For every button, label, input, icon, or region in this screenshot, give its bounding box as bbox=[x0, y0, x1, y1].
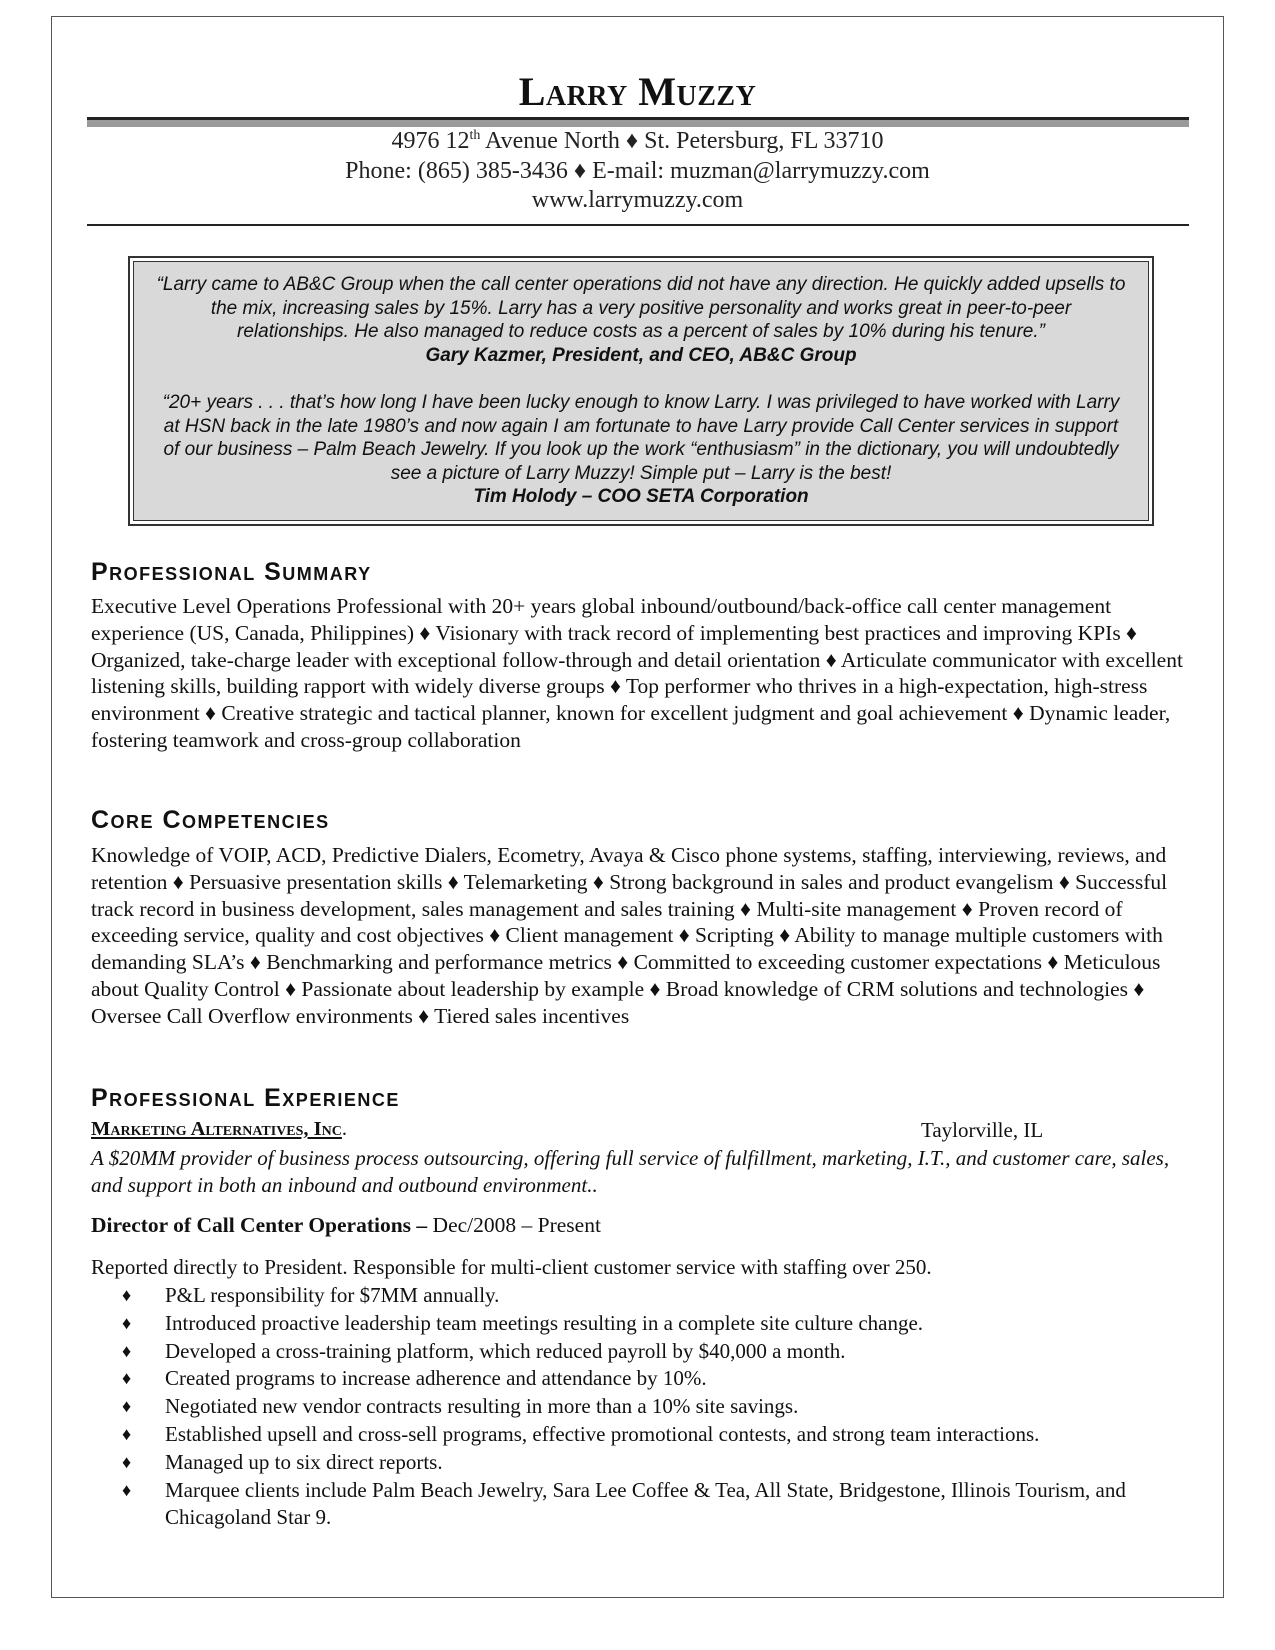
phone-email-line: Phone: (865) 385-3436 ♦ E-mail: muzman@larrymuzzy.com bbox=[345, 158, 930, 184]
list-item: ♦ Negotiated new vendor contracts resulting in more than a 10% site savings. bbox=[91, 1393, 1141, 1421]
header-rule bbox=[87, 117, 1189, 127]
website-link[interactable]: www.larrymuzzy.com bbox=[531, 187, 744, 213]
candidate-name: Larry Muzzy bbox=[518, 69, 757, 114]
testimonial-content bbox=[133, 261, 1149, 521]
testimonial-quote-2: “20+ years . . . that’s how long I have been lucky enough to know Larry. I was privileged to have worked with Larry at HSN back in the late 1980’s and now again I am fortunate to have Larry provide Call Center services in support of our business – Palm Beach Jewelry. If you look up the work “enthusiasm” in the dictionary, you will undoubtedly see a picture of Larry Muzzy! Simple put – Larry is the best! bbox=[162, 392, 1120, 484]
summary-text: Executive Level Operations Professional with 20+ years global inbound/outbound/back-office call center management experience (US, Canada, Philippines) ♦ Visionary with track record of implementing best practices and improving KPIs ♦ Organized, take-charge leader with exceptional follow-through and detail orientation ♦ Articulate communicator with excellent listening skills, building rapport with widely diverse groups ♦ Top performer who thrives in a high-expectation, high-stress environment ♦ Creative strategic and tactical planner, known for excellent judgment and goal achievement ♦ Dynamic leader, fostering teamwork and cross-group collaboration bbox=[91, 594, 1183, 752]
diamond-bullet-icon: ♦ bbox=[122, 1312, 132, 1333]
job-title-line bbox=[91, 1213, 601, 1238]
job-intro: Reported directly to President. Responsible for multi-client customer service with staffing over 250. bbox=[91, 1255, 932, 1279]
list-item: ♦ Marquee clients include Palm Beach Jewelry, Sara Lee Coffee & Tea, All State, Bridgestone, Illinois Tourism, and Chicagoland Star 9. bbox=[122, 1477, 1126, 1530]
diamond-bullet-icon: ♦ bbox=[122, 1340, 132, 1361]
company-suffix: . bbox=[341, 1118, 347, 1140]
diamond-bullet-icon: ♦ bbox=[122, 1451, 132, 1472]
list-item: ♦ Introduced proactive leadership team meetings resulting in a complete site culture change. bbox=[91, 1310, 1141, 1338]
testimonial-author-2: Tim Holody – COO SETA Corporation bbox=[473, 486, 809, 507]
company-location: Taylorville, IL bbox=[921, 1118, 1044, 1142]
list-item: ♦ P&L responsibility for $7MM annually. bbox=[91, 1282, 1141, 1310]
list-item: ♦ Created programs to increase adherence and attendance by 10%. bbox=[91, 1365, 1141, 1393]
competencies-text: Knowledge of VOIP, ACD, Predictive Dialers, Ecometry, Avaya & Cisco phone systems, staffing, interviewing, reviews, and retention ♦ Persuasive presentation skills ♦ Telemarketing ♦ Strong background in sales and product evangelism ♦ Successful track record in business development, sales management and sales training ♦ Multi-site management ♦ Proven record of exceeding service, quality and cost objectives ♦ Client management ♦ Scripting ♦ Ability to manage multiple customers with demanding SLA’s ♦ Benchmarking and performance metrics ♦ Committed to exceeding customer expectations ♦ Meticulous about Quality Control ♦ Passionate about leadership by example ♦ Broad knowledge of CRM solutions and technologies ♦ Oversee Call Overflow environments ♦ Tiered sales incentives bbox=[91, 843, 1168, 1028]
contact-rule bbox=[87, 224, 1189, 226]
list-item: ♦ Managed up to six direct reports. bbox=[91, 1449, 1141, 1477]
testimonial-author-1: Gary Kazmer, President, and CEO, AB&C Group bbox=[425, 344, 857, 366]
diamond-bullet-icon: ♦ bbox=[122, 1285, 132, 1305]
achievement-list bbox=[91, 1282, 1141, 1532]
diamond-bullet-icon: ♦ bbox=[122, 1368, 132, 1389]
testimonial-box bbox=[128, 256, 1154, 526]
address-line bbox=[0, 128, 1275, 155]
testimonial-quote-1: “Larry came to AB&C Group when the call center operations did not have any direction. He quickly added upsells to the mix, increasing sales by 15%. Larry has a very positive personality and works great in peer-to-peer relationships. He also managed to reduce costs as a percent of sales by 10% during his tenure.” bbox=[156, 274, 1126, 342]
list-item: ♦ Developed a cross-training platform, which reduced payroll by $40,000 a month. bbox=[91, 1338, 1141, 1366]
diamond-bullet-icon: ♦ bbox=[122, 1479, 132, 1500]
experience-heading: Professional Experience bbox=[91, 1084, 400, 1112]
competencies-heading: Core Competencies bbox=[91, 806, 330, 834]
diamond-bullet-icon: ♦ bbox=[122, 1396, 132, 1417]
company-name: Marketing Alternatives, Inc bbox=[91, 1118, 342, 1140]
address-rest: Avenue North ♦ St. Petersburg, FL 33710 bbox=[480, 128, 884, 154]
diamond-bullet-icon: ♦ bbox=[122, 1423, 132, 1444]
job-title: Director of Call Center Operations – bbox=[91, 1213, 428, 1237]
company-description: A $20MM provider of business process outsourcing, offering full service of fulfillment, marketing, I.T., and customer care, sales, and support in both an inbound and outbound environment.. bbox=[91, 1146, 1170, 1197]
address-ordinal: th bbox=[469, 128, 481, 143]
company-row bbox=[91, 1118, 347, 1141]
summary-heading: Professional Summary bbox=[91, 558, 372, 586]
job-dates: Dec/2008 – Present bbox=[427, 1213, 601, 1237]
list-item: ♦ Established upsell and cross-sell programs, effective promotional contests, and strong team interactions. bbox=[91, 1421, 1141, 1449]
address-number: 4976 12 bbox=[391, 128, 470, 154]
